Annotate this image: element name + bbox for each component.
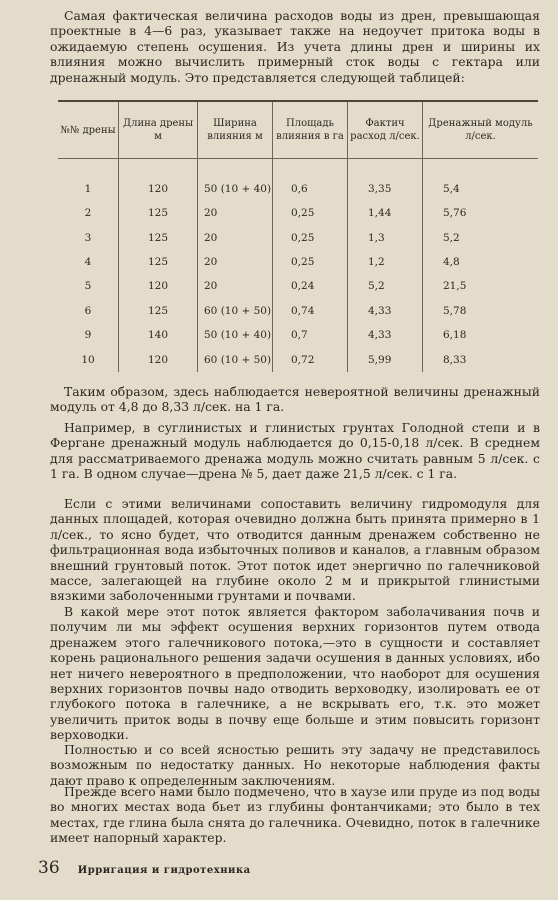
hydromodule-paragraph: Если с этими величинами сопоставить величину гидромодуля для данных площадей, которая очевидно должна быть принята примерно в 1 л/сек., то ясно будет, что отводится данным дренажем собственно не фильтрационная вода избыточных поливов и каналов, а главным образом внешний грунтовый поток. Этот поток идет энергично по галечниковой массе, залегающей на глубине около 2 м и прикрытой глинистыми вязкими заболоченными грунтами и почвами. — [50, 496, 540, 604]
table-row — [58, 299, 538, 323]
cell-influence-area: 0,25 — [273, 201, 348, 225]
cell-influence-width: 60 (10 + 50) — [198, 347, 273, 371]
cell-actual-flow: 3,35 — [348, 159, 423, 202]
cell-actual-flow: 5,2 — [348, 274, 423, 298]
cell-influence-width: 20 — [198, 225, 273, 249]
cell-drain-number: 9 — [84, 329, 92, 342]
cell-drain-length: 140 — [119, 323, 198, 347]
cell-drain-length: 120 — [119, 274, 198, 298]
cell-influence-area: 0,74 — [273, 299, 348, 323]
cell-influence-width: 60 (10 + 50) — [198, 299, 273, 323]
table-row — [58, 250, 538, 274]
flow-factor-paragraph: В какой мере этот поток является фактором заболачивания почв и получим ли мы эффект осушения верхних горизонтов путем отвода дренажем этого галечникового потока,—это в сущности и составляет корень рационального решения задачи осушения в данных условиях, ибо нет ничего невероятного в предположении, что наоборот для осушения верхних горизонтов почвы надо отводить верховодку, изолировать ее от глубокого потока в галечнике, а не вскрывать его, т.к. это может увеличить приток воды в почву еще больше и этим повысить горизонт верховодки. — [50, 604, 540, 743]
cell-drain-length: 120 — [119, 159, 198, 202]
table-row — [58, 225, 538, 249]
table-row — [58, 323, 538, 347]
header-actual-flow: Фактич расход л/сек. — [348, 101, 423, 159]
drainage-table — [58, 100, 538, 372]
observation-paragraph: Прежде всего нами было подмечено, что в хаузе или пруде из под воды во многих местах вода бьет из глубины фонтанчиками; это было в тех местах, где глина была снята до галечника. Очевидно, поток в галечнике имеет напорный характер. — [50, 784, 540, 846]
cell-drainage-module: 21,5 — [423, 274, 539, 298]
cell-drain-number: 3 — [84, 231, 92, 244]
cell-drain-number: 6 — [84, 304, 92, 317]
cell-drain-length: 125 — [119, 201, 198, 225]
header-drain-number: №№ дрены — [58, 101, 119, 159]
cell-actual-flow: 1,2 — [348, 250, 423, 274]
cell-influence-area: 0,7 — [273, 323, 348, 347]
conclusion-paragraph: Таким образом, здесь наблюдается невероятной величины дренажный модуль от 4,8 до 8,33 л/сек. на 1 га. — [50, 384, 540, 415]
cell-actual-flow: 1,3 — [348, 225, 423, 249]
cell-drainage-module: 5,78 — [423, 299, 539, 323]
cell-drain-number: 1 — [84, 183, 92, 195]
cell-actual-flow: 5,99 — [348, 347, 423, 371]
cell-influence-width: 20 — [198, 250, 273, 274]
cell-influence-width: 50 (10 + 40) — [198, 323, 273, 347]
cell-influence-width: 20 — [198, 201, 273, 225]
cell-influence-area: 0,24 — [273, 274, 348, 298]
cell-actual-flow: 1,44 — [348, 201, 423, 225]
cell-drainage-module: 5,2 — [423, 225, 539, 249]
cell-drain-number: 2 — [84, 207, 92, 220]
example-paragraph: Например, в суглинистых и глинистых грунтах Голодной степи и в Фергане дренажный модуль наблюдается до 0,15-0,18 л/сек. В среднем для рассматриваемого дренажа модуль можно считать равным 5 л/сек. с 1 га. В одном случае—дрена № 5, дает даже 21,5 л/сек. с 1 га. — [50, 420, 540, 482]
cell-influence-area: 0,72 — [273, 347, 348, 371]
cell-influence-width: 20 — [198, 274, 273, 298]
cell-influence-area: 0,25 — [273, 250, 348, 274]
cell-actual-flow: 4,33 — [348, 323, 423, 347]
table-row — [58, 274, 538, 298]
table-row — [58, 201, 538, 225]
cell-actual-flow: 4,33 — [348, 299, 423, 323]
cell-drain-number: 5 — [84, 280, 92, 293]
intro-paragraph: Самая фактическая величина расходов воды из дрен, превышающая проектные в 4—6 раз, указывает также на недоучет притока воды в ожидаемую степень осушения. Из учета длины дрен и ширины их влияния можно вычислить примерный сток воды с гектара или дренажный модуль. Это представляется следующей таблицей: — [50, 8, 540, 85]
cell-drain-number: 4 — [84, 255, 92, 268]
cell-drain-length: 120 — [119, 347, 198, 371]
journal-title: Ирригация и гидротехника — [77, 865, 251, 876]
table-header-row — [58, 101, 538, 159]
cell-drainage-module: 8,33 — [423, 347, 539, 371]
page-number: 36 — [38, 858, 60, 878]
header-drain-length: Длина дрены м — [119, 101, 198, 159]
table-row — [58, 347, 538, 371]
cell-drain-length: 125 — [119, 225, 198, 249]
cell-drain-length: 125 — [119, 299, 198, 323]
cell-drainage-module: 5,76 — [423, 201, 539, 225]
page-footer — [38, 858, 251, 878]
table-row — [58, 159, 538, 202]
table-body — [58, 159, 538, 372]
header-influence-area: Площадь влияния в га — [273, 101, 348, 159]
cell-influence-area: 0,25 — [273, 225, 348, 249]
cell-drainage-module: 6,18 — [423, 323, 539, 347]
cell-drain-length: 125 — [119, 250, 198, 274]
data-shortage-paragraph: Полностью и со всей ясностью решить эту задачу не представилось возможным по недостатку данных. Но некоторые наблюдения факты дают право к определенным заключениям. — [50, 742, 540, 788]
cell-influence-area: 0,6 — [273, 159, 348, 202]
header-influence-width: Ширина влияния м — [198, 101, 273, 159]
header-drainage-module: Дренажный модуль л/сек. — [423, 101, 539, 159]
cell-influence-width: 50 (10 + 40) — [198, 159, 273, 202]
cell-drainage-module: 5,4 — [423, 159, 539, 202]
cell-drain-number: 10 — [81, 353, 95, 366]
cell-drainage-module: 4,8 — [423, 250, 539, 274]
